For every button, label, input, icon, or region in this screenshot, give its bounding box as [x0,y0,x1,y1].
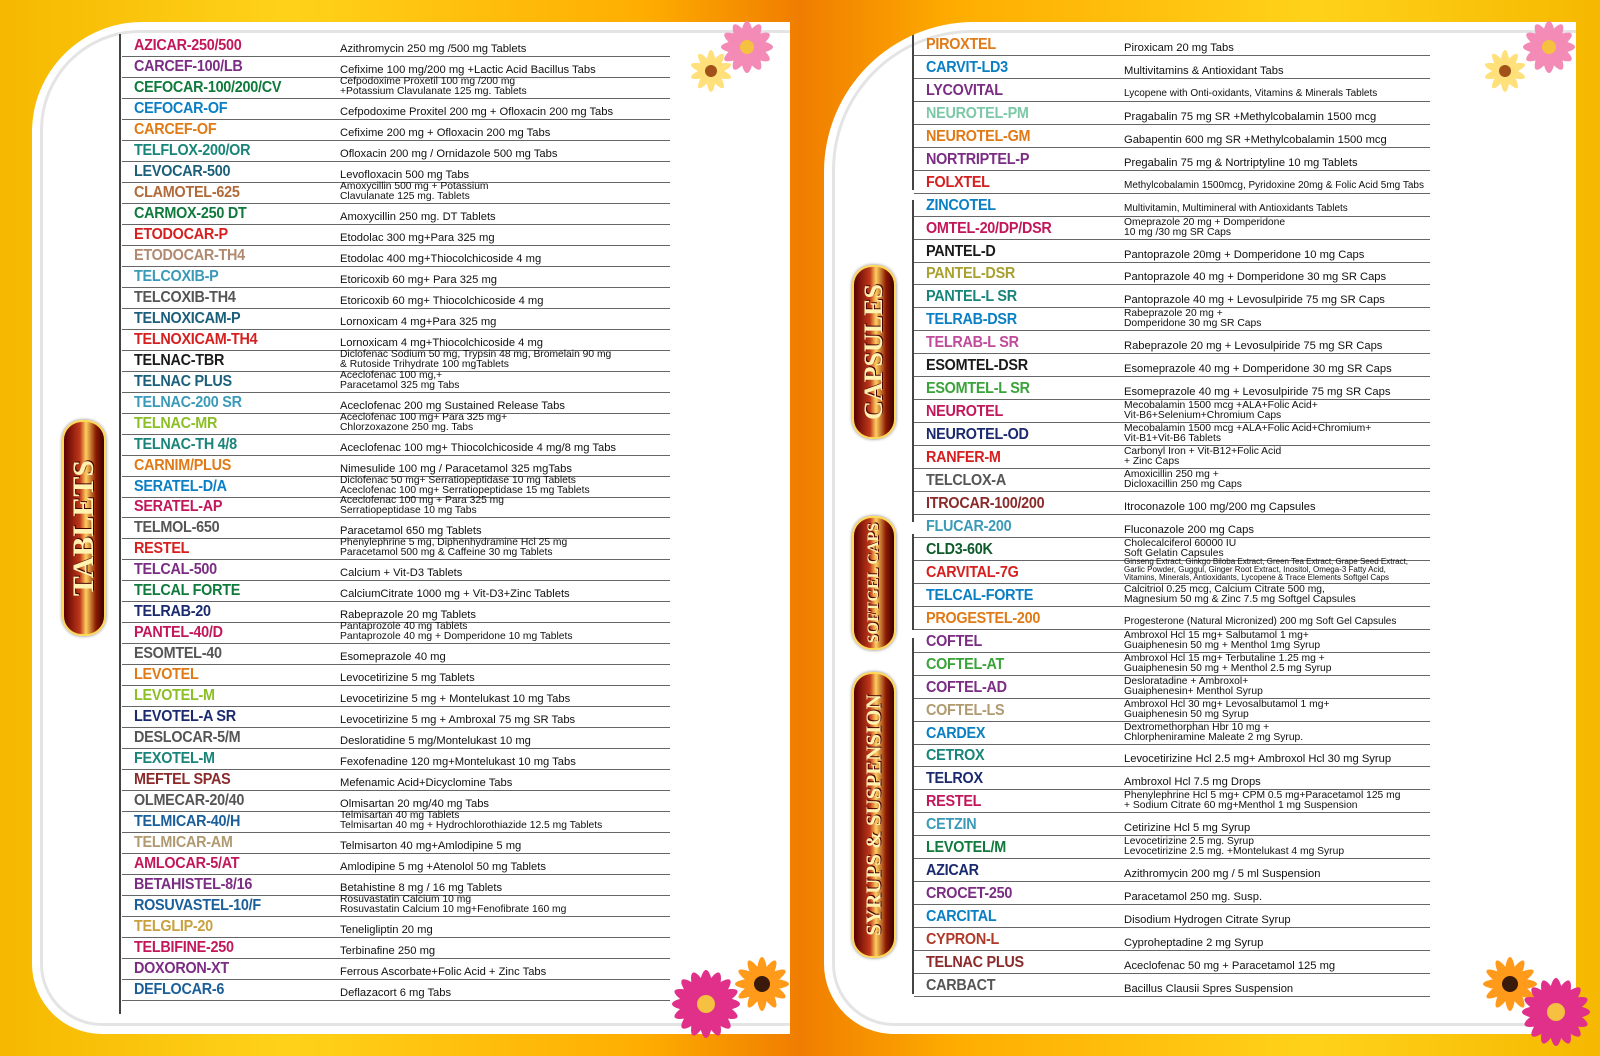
product-name: TELRAB-L SR [926,334,1019,352]
product-name: TELNAC-TH 4/8 [134,435,237,453]
product-row [914,698,1430,722]
product-row [914,307,1430,331]
product-row [122,790,670,812]
product-name: CARVITAL-7G [926,563,1019,581]
product-composition: Betahistine 8 mg / 16 mg Tablets [340,882,503,895]
product-row [914,858,1430,882]
product-name: CETZIN [926,816,977,834]
product-name: TELROX [926,770,983,788]
product-name: TELMICAR-40/H [134,813,241,831]
product-composition: Cefixime 100 mg/200 mg +Lactic Acid Bacillus Tabs [340,63,596,76]
product-composition: Terbinafine 250 mg [340,945,436,958]
product-name: TELCAL-500 [134,561,217,579]
product-name: TELCOXIB-P [134,267,219,285]
product-row [122,727,670,749]
product-row [914,606,1430,630]
product-row [122,266,670,288]
product-name: MEFTEL SPAS [134,771,231,789]
product-composition: Cetirizine Hcl 5 mg Syrup [1124,822,1251,835]
product-composition: Etodolac 300 mg+Para 325 mg [340,231,495,244]
softgel-banner-label: SOFTGEL CAPS [865,522,882,644]
product-row [122,161,670,183]
product-row [914,124,1430,148]
product-row [914,629,1430,653]
product-name: CARCEF-100/LB [134,57,243,75]
product-name: TELBIFINE-250 [134,939,234,957]
product-row [914,330,1430,354]
product-row [122,622,670,644]
product-row [122,497,670,519]
product-row [122,329,670,351]
product-name: NEUROTEL-PM [926,104,1029,122]
product-composition: Ofloxacin 200 mg / Ornidazole 500 mg Tabs [340,147,558,160]
product-name: OLMECAR-20/40 [134,792,245,810]
product-row [122,643,670,665]
product-name: LEVOTEL/M [926,839,1006,857]
product-name: TELMOL-650 [134,519,220,537]
product-name: CARCITAL [926,908,997,926]
product-row [122,455,670,477]
flower-yellow-top-left-page [686,46,736,96]
product-composition: Paracetamol 250 mg. Susp. [1124,891,1263,904]
product-composition: Fluconazole 200 mg Caps [1124,523,1254,536]
product-row [914,835,1430,859]
product-composition: Amoxycillin 500 mg + Potassium Clavulanate 125 mg. Tablets [340,180,489,202]
product-name: COFTEL-LS [926,701,1005,719]
product-name: PANTEL-D [926,242,996,260]
product-name: FEXOTEL-M [134,750,215,768]
product-composition: Bacillus Clausii Spres Suspension [1124,982,1294,995]
product-row [914,353,1430,377]
product-name: CLD3-60K [926,540,993,558]
product-row [122,350,670,372]
product-composition: Omeprazole 20 mg + Domperidone 10 mg /30 mg SR Caps [1124,216,1286,238]
product-composition: Levofloxacin 500 mg Tabs [340,168,470,181]
product-composition: Azithromycin 250 mg /500 mg Tablets [340,42,527,55]
product-composition: Ambroxol Hcl 15 mg+ Terbutaline 1.25 mg + Guaiphenesin 50 mg + Menthol 2.5 mg Syrup [1124,652,1332,674]
product-composition: Levocetirizine 5 mg Tablets [340,672,475,685]
product-name: TELGLIP-20 [134,918,213,936]
product-row [122,748,670,770]
product-row [122,916,670,938]
product-composition: Pantaprozole 40 mg Tablets Pantaprozole 40 mg + Domperidone 10 mg Tablets [340,621,573,643]
product-name: TELNAC-MR [134,414,218,432]
product-composition: Telmisartan 40 mg Tablets Telmisartan 40 mg + Hydrochlorothiazide 12.5 mg Tablets [340,810,603,832]
product-composition: Ferrous Ascorbate+Folic Acid + Zinc Tabs [340,966,547,978]
product-name: NEUROTEL [926,403,1004,421]
left-page [32,22,790,1034]
product-row [122,35,670,57]
product-row [122,664,670,686]
product-composition: Desloratidine 5 mg/Montelukast 10 mg [340,735,531,748]
product-name: PANTEL-40/D [134,624,223,642]
product-row [914,904,1430,928]
product-name: AMLOCAR-5/AT [134,855,240,873]
product-composition: CalciumCitrate 1000 mg + Vit-D3+Zinc Tablets [340,588,570,601]
product-name: ESOMTEL-40 [134,645,222,663]
product-composition: Cholecalciferol 60000 IU Soft Gelatin Capsules [1124,537,1237,559]
product-name: RESTEL [926,793,982,811]
product-row [914,789,1430,813]
product-name: AZICAR [926,862,979,880]
product-composition: Esomeprazole 40 mg + Domperidone 30 mg SR Caps [1124,363,1392,376]
product-row [914,55,1430,79]
product-row [914,284,1430,308]
product-composition: Amoxycillin 250 mg. DT Tablets [340,210,496,223]
product-composition: Pantoprazole 40 mg + Levosulpiride 75 mg SR Caps [1124,294,1385,307]
product-row [914,262,1430,286]
product-name: SERATEL-D/A [134,477,227,495]
product-composition: Pragabalin 75 mg SR +Methylcobalamin 1500 mcg [1124,110,1377,123]
product-row [914,812,1430,836]
product-row [122,98,670,120]
product-composition: Aceclofenac 100 mg + Para 325 mg Serratiopeptidase 10 mg Tabs [340,495,504,517]
product-row [122,119,670,141]
product-composition: Rabeprazole 20 mg Tablets [340,609,476,622]
product-row [122,224,670,246]
product-row [914,239,1430,263]
product-name: CARVIT-LD3 [926,58,1008,76]
product-row [122,958,670,980]
product-composition: Cefixime 200 mg + Ofloxacin 200 mg Tabs [340,126,551,139]
product-name: SERATEL-AP [134,498,223,516]
product-composition: Aceclofenac 50 mg + Paracetamol 125 mg [1124,960,1336,973]
product-row [122,182,670,204]
right-page [824,22,1576,1034]
product-name: ETODOCAR-P [134,225,228,243]
product-name: CROCET-250 [926,885,1013,903]
product-name: OMTEL-20/DP/DSR [926,219,1052,237]
product-row [122,979,670,1001]
product-name: CEFOCAR-OF [134,99,228,117]
product-name: TELMICAR-AM [134,834,233,852]
flower-orange-bottom-left-page [730,952,794,1016]
product-composition: Rosuvastatin Calcium 10 mg Rosuvastatin Calcium 10 mg+Fenofibrate 160 mg [340,894,567,916]
product-row [914,193,1430,217]
product-row [122,832,670,854]
product-row [122,245,670,267]
product-row [122,392,670,414]
product-composition: Pantoprazole 20mg + Domperidone 10 mg Caps [1124,248,1365,261]
product-row [914,652,1430,676]
product-row [914,445,1430,469]
product-composition: Cyproheptadine 2 mg Syrup [1124,937,1264,950]
product-composition: Dextromethorphan Hbr 10 mg + Chlorpheniramine Maleate 2 mg Syrup. [1124,721,1304,743]
product-row [122,476,670,498]
product-row [914,927,1430,951]
product-composition: Rabeprazole 20 mg + Levosulpiride 75 mg SR Caps [1124,340,1383,353]
product-name: PROGESTEL-200 [926,609,1041,627]
product-composition: Teneligliptin 20 mg [340,924,433,937]
product-composition: Disodium Hydrogen Citrate Syrup [1124,914,1291,927]
product-composition: Phenylephrine Hcl 5 mg+ CPM 0.5 mg+Paracetamol 125 mg + Sodium Citrate 60 mg+Menthol 1 mg Suspension [1124,790,1401,812]
product-name: DEFLOCAR-6 [134,980,225,998]
product-composition: Aceclofenac 100 mg+ Thiocolchicoside 4 mg/8 mg Tabs [340,441,617,454]
product-name: TELRAB-20 [134,603,211,621]
product-name: TELRAB-DSR [926,311,1017,329]
product-composition: Lornoxicam 4 mg+Thiocolchicoside 4 mg [340,336,544,349]
product-composition: Olmisartan 20 mg/40 mg Tabs [340,798,490,811]
product-row [122,601,670,623]
product-name: CLAMOTEL-625 [134,183,240,201]
product-name: TELNOXICAM-TH4 [134,330,258,348]
product-composition: Ambroxol Hcl 7.5 mg Drops [1124,776,1261,789]
product-name: TELCLOX-A [926,472,1006,490]
product-row [914,78,1430,102]
product-row [914,422,1430,446]
product-composition: Levocetirizine 2.5 mg. Syrup Levocetirizine 2.5 mg. +Montelukast 4 mg Syrup [1124,836,1345,858]
product-name: RANFER-M [926,449,1001,467]
product-row [914,170,1430,194]
product-composition: Fexofenadine 120 mg+Montelukast 10 mg Tabs [340,756,576,769]
product-composition: Rabeprazole 20 mg + Domperidone 30 mg SR Caps [1124,308,1262,330]
product-row [122,685,670,707]
product-composition: Itroconazole 100 mg/200 mg Capsules [1124,500,1316,513]
product-row [122,434,670,456]
product-name: ZINCOTEL [926,196,996,214]
product-row [914,744,1430,768]
product-name: RESTEL [134,540,190,558]
product-name: AZICAR-250/500 [134,36,242,54]
product-name: LEVOTEL [134,666,199,684]
capsules-banner [852,265,896,439]
product-name: CEFOCAR-100/200/CV [134,78,282,96]
product-name: LEVOTEL-A SR [134,708,236,726]
product-name: NORTRIPTEL-P [926,150,1030,168]
product-name: CYPRON-L [926,931,1000,949]
product-name: CARDEX [926,724,986,742]
product-composition: Ambroxol Hcl 30 mg+ Levosalbutamol 1 mg+ Guaiphenesin 50 mg Syrup [1124,698,1330,720]
product-name: LEVOCAR-500 [134,162,231,180]
product-composition: Aceclofenac 200 mg Sustained Release Tabs [340,399,565,412]
product-composition: Esomeprazole 40 mg + Levosulpiride 75 mg SR Caps [1124,386,1391,399]
product-composition: Ginseng Extract, Ginkgo Biloba Extract, Green Tea Extract, Grape Seed Extract, Garlic Powder, Guggul, Ginger Root Extract, Inositol, Omega-3 Fatty Acid, Vitamins, Minerals, Antioxidants, Lycopene & Trace Elements Softgel Caps [1124,556,1408,582]
product-row [914,950,1430,974]
product-composition: Calcium + Vit-D3 Tablets [340,567,463,580]
product-name: ESOMTEL-DSR [926,357,1028,375]
flower-magenta-bottom-right-page [1516,972,1596,1052]
product-composition: Paracetamol 650 mg Tablets [340,525,482,538]
product-name: TELNAC PLUS [926,954,1024,972]
product-name: PANTEL-DSR [926,265,1016,283]
product-row [914,32,1430,56]
product-name: NEUROTEL-GM [926,127,1031,145]
product-row [122,77,670,99]
product-composition: Carbonyl Iron + Vit-B12+Folic Acid + Zinc Caps [1124,446,1282,468]
product-name: ROSUVASTEL-10/F [134,897,261,915]
product-name: TELCOXIB-TH4 [134,288,236,306]
product-name: COFTEL-AT [926,655,1005,673]
product-composition: Diclofenac Sodium 50 mg, Trypsin 48 mg, Bromelain 90 mg & Rutoside Trihydrate 100 mgTablets [340,348,612,370]
product-row [122,518,670,540]
product-row [914,216,1430,240]
product-name: COFTEL [926,632,982,650]
product-row [914,376,1430,400]
product-row [122,203,670,225]
product-row [914,468,1430,492]
product-composition: Pantoprazole 40 mg + Domperidone 30 mg SR Caps [1124,271,1387,284]
product-name: BETAHISTEL-8/16 [134,876,253,894]
product-row [122,853,670,875]
product-composition: Mecobalamin 1500 mcg +ALA+Folic Acid+ Vit-B6+Selenium+Chromium Caps [1124,400,1318,422]
product-composition: Etoricoxib 60 mg+ Thiocolchicoside 4 mg [340,294,544,307]
product-name: DESLOCAR-5/M [134,729,241,747]
product-row [122,895,670,917]
product-row [914,147,1430,171]
product-composition: Cefpodoxime Proxetil 100 mg /200 mg +Potassium Clavulanate 125 mg. Tablets [340,75,527,97]
product-composition: Aceclofenac 100 mg+ Para 325 mg+ Chlorzoxazone 250 mg. Tabs [340,411,508,433]
product-row [122,811,670,833]
product-row [122,287,670,309]
product-name: PIROXTEL [926,35,996,53]
syrups-banner [852,672,896,958]
product-composition: Deflazacort 6 mg Tabs [340,986,452,999]
product-row [122,308,670,330]
product-composition: Progesterone (Natural Micronized) 200 mg Soft Gel Capsules [1124,615,1397,627]
product-composition: Nimesulide 100 mg / Paracetamol 325 mgTabs [340,462,572,475]
product-row [122,559,670,581]
product-composition: Pregabalin 75 mg & Nortriptyline 10 mg Tablets [1124,156,1358,169]
left-divider-line [119,34,121,1014]
product-name: CARCEF-OF [134,120,217,138]
product-composition: Esomeprazole 40 mg [340,651,446,664]
product-name: TELCAL FORTE [134,582,241,600]
product-row [122,874,670,896]
product-row [914,399,1430,423]
product-name: CETROX [926,747,985,765]
product-composition: Aceclofenac 100 mg,+ Paracetamol 325 mg Tabs [340,369,460,391]
product-name: DOXORON-XT [134,960,229,977]
product-composition: Multivitamins & Antioxidant Tabs [1124,64,1284,77]
product-name: TELNAC PLUS [134,372,232,390]
product-row [914,721,1430,745]
product-composition: Etodolac 400 mg+Thiocolchicoside 4 mg [340,252,542,265]
product-composition: Desloratadine + Ambroxol+ Guaiphenesin+ Menthol Syrup [1124,675,1263,697]
product-name: ESOMTEL-L SR [926,380,1030,398]
product-name: CARBACT [926,976,996,994]
product-name: FLUCAR-200 [926,517,1012,535]
product-composition: Levocetirizine 5 mg + Ambroxal 75 mg SR Tabs [340,714,576,727]
product-name: ETODOCAR-TH4 [134,246,245,264]
product-composition: Mefenamic Acid+Dicyclomine Tabs [340,777,513,790]
product-name: NEUROTEL-OD [926,426,1029,444]
product-composition: Multivitamin, Multimineral with Antioxidants Tablets [1124,202,1348,214]
product-composition: Ambroxol Hcl 15 mg+ Salbutamol 1 mg+ Guaiphenesin 50 mg + Menthol 1mg Syrup [1124,629,1321,651]
product-composition: Diclofenac 50 mg+ Serratiopeptidase 10 mg Tablets Aceclofenac 100 mg+ Serratiopeptidase 15 mg Tablets [340,474,590,496]
product-name: TELCAL-FORTE [926,586,1034,604]
tablets-banner-label: TABLETS [67,459,100,597]
product-row [122,937,670,959]
product-composition: Calcitriol 0.25 mcg, Calcium Citrate 500 mg, Magnesium 50 mg & Zinc 7.5 mg Softgel Capsules [1124,583,1356,605]
product-composition: Cefpodoxime Proxitel 200 mg + Ofloxacin 200 mg Tabs [340,105,614,118]
product-name: LYCOVITAL [926,81,1003,99]
product-row [914,766,1430,790]
product-composition: Amoxicillin 250 mg + Dicloxacillin 250 mg Caps [1124,469,1242,491]
product-composition: Piroxicam 20 mg Tabs [1124,41,1234,54]
product-row [122,371,670,393]
product-row [914,675,1430,699]
product-name: TELFLOX-200/OR [134,141,251,159]
product-row [122,56,670,78]
product-row [914,583,1430,607]
softgel-banner [852,516,896,650]
product-name: TELNAC-TBR [134,351,225,369]
flower-yellow-top-right-page [1480,46,1530,96]
product-row [122,706,670,728]
product-row [914,881,1430,905]
product-composition: Mecobalamin 1500 mcg +ALA+Folic Acid+Chromium+ Vit-B1+Vit-B6 Tablets [1124,423,1372,445]
product-name: CARNIM/PLUS [134,456,232,474]
product-composition: Azithromycin 200 mg / 5 ml Suspension [1124,868,1321,881]
product-name: ITROCAR-100/200 [926,494,1045,512]
syrups-banner-label: SYRUPS & SUSPENSION [861,694,886,936]
product-composition: Amlodipine 5 mg +Atenolol 50 mg Tablets [340,861,546,874]
product-composition: Phenylephrine 5 mg, Diphenhydramine Hcl 25 mg Paracetamol 500 mg & Caffeine 30 mg Tablets [340,537,568,559]
product-name: TELNOXICAM-P [134,309,241,327]
product-row [122,140,670,162]
product-row [122,413,670,435]
product-name: FOLXTEL [926,173,990,191]
product-composition: Telmisarton 40 mg+Amlodipine 5 mg [340,840,522,853]
tablets-banner [62,420,106,636]
product-name: TELNAC-200 SR [134,393,242,411]
product-row [122,538,670,560]
product-composition: Etoricoxib 60 mg+ Para 325 mg [340,273,498,286]
product-composition: Levocetirizine 5 mg + Montelukast 10 mg Tabs [340,693,571,706]
product-row [122,580,670,602]
product-composition: Lornoxicam 4 mg+Para 325 mg [340,315,497,328]
product-row [914,556,1430,584]
product-name: CARMOX-250 DT [134,204,247,222]
product-row [914,491,1430,515]
product-composition: Levocetirizine Hcl 2.5 mg+ Ambroxol Hcl 30 mg Syrup [1124,753,1392,766]
product-composition: Lycopene with Onti-oxidants, Vitamins & Minerals Tablets [1124,87,1378,99]
product-row [914,101,1430,125]
product-row [122,769,670,791]
product-composition: Gabapentin 600 mg SR +Methylcobalamin 1500 mcg [1124,133,1387,146]
product-composition: Methylcobalamin 1500mcg, Pyridoxine 20mg & Folic Acid 5mg Tabs [1124,179,1424,191]
product-name: PANTEL-L SR [926,288,1017,306]
product-row [914,973,1430,997]
product-name: LEVOTEL-M [134,687,215,705]
capsules-banner-label: CAPSULES [859,284,888,420]
product-row [914,514,1430,538]
product-name: COFTEL-AD [926,678,1007,696]
